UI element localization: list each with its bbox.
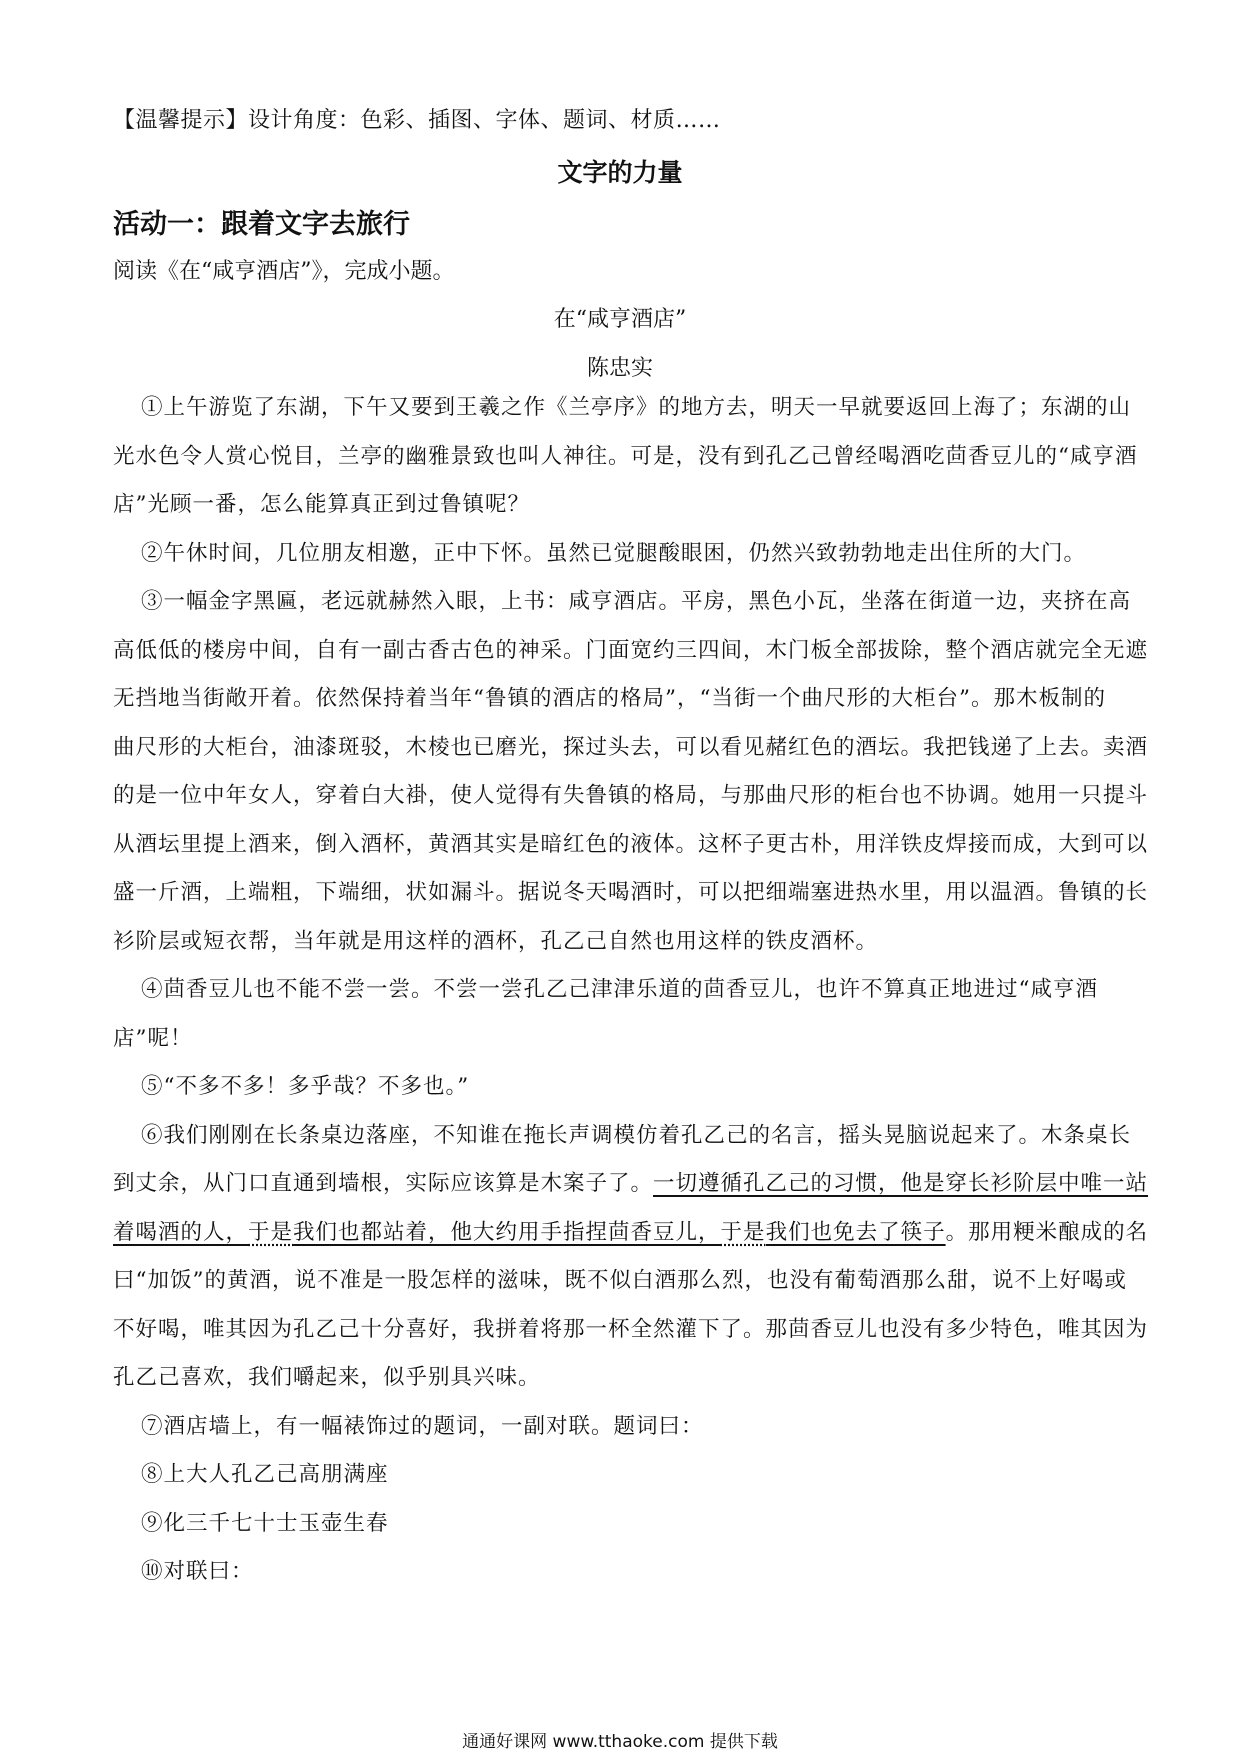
article-line: ⑨化三千七十士玉壶生春 [141, 1510, 389, 1536]
paragraph-6-line-3 [113, 1215, 1148, 1246]
article-line: ①上午游览了东湖，下午又要到王羲之作《兰亭序》的地方去，明天一早就要返回上海了；东湖的山 [141, 395, 1132, 420]
article-line: 从酒坛里提上酒来，倒入酒杯，黄酒其实是暗红色的液体。这杯子更古朴，用洋铁皮焊接而成，大到可以 [113, 831, 1149, 857]
footer-source: 通通好课网 www.tthaoke.com 提供下载 [462, 1732, 778, 1752]
plain-text: 。那用粳米酿成的名 [945, 1219, 1149, 1245]
section-title: 文字的力量 [557, 158, 683, 187]
article-line: ⑤“不多不多！多乎哉？不多也。” [141, 1074, 470, 1099]
activity-title: 活动一：跟着文字去旅行 [113, 209, 410, 240]
plain-text: 到丈余，从门口直通到墙根，实际应该算是木案子了。 [113, 1171, 654, 1196]
design-tip: 【温馨提示】设计角度：色彩、插图、字体、题词、材质…… [113, 108, 721, 133]
article-title: 在“咸亨酒店” [553, 307, 687, 332]
article-line: ⑧上大人孔乙己高朋满座 [141, 1462, 389, 1487]
emphasis-dots-text: 于是 [720, 1219, 766, 1245]
article-line: 店”光顾一番，怎么能算真正到过鲁镇呢？ [113, 492, 530, 517]
article-line: 不好喝，唯其因为孔乙己十分喜好，我拼着将那一杯全然灌下了。那茴香豆儿也没有多少特色，唯其因为 [113, 1316, 1149, 1342]
article-line: ⑩对联曰： [141, 1559, 254, 1584]
underlined-text: 我们也免去了筷子 [765, 1219, 946, 1245]
underlined-text: 我们也都站着，他大约用手指捏茴香豆儿， [293, 1219, 721, 1245]
article-line: 无挡地当街敞开着。依然保持着当年“鲁镇的酒店的格局”，“当街一个曲尺形的大柜台”。那木板制的 [113, 686, 1106, 711]
underlined-text: 一切遵循孔乙己的习惯，他是穿长衫阶层中唯一站 [653, 1171, 1149, 1196]
article-author: 陈忠实 [586, 356, 653, 381]
article-line: 店”呢！ [113, 1025, 193, 1051]
emphasis-dots-text: 于是 [248, 1219, 294, 1245]
article-line: 高低低的楼房中间，自有一副古香古色的神采。门面宽约三四间，木门板全部拔除，整个酒店就完全无遮 [113, 637, 1149, 663]
underlined-text: 着喝酒的人， [113, 1219, 249, 1245]
article-line: 曲尺形的大柜台，油漆斑驳，木棱也已磨光，探过头去，可以看见赭红色的酒坛。我把钱递了上去。卖酒 [113, 734, 1149, 760]
reading-instruction: 阅读《在“咸亨酒店”》，完成小题。 [113, 259, 455, 284]
article-line: 光水色令人赏心悦目，兰亭的幽雅景致也叫人神往。可是，没有到孔乙己曾经喝酒吃茴香豆儿的“咸亨酒 [113, 443, 1138, 469]
article-line: ②午休时间，几位朋友相邀，正中下怀。虽然已觉腿酸眼困，仍然兴致勃勃地走出住所的大门。 [141, 540, 1087, 566]
article-line: ④茴香豆儿也不能不尝一尝。不尝一尝孔乙己津津乐道的茴香豆儿，也许不算真正地进过“咸亨酒 [141, 977, 1098, 1002]
article-line: 孔乙己喜欢，我们嚼起来，似乎别具兴味。 [113, 1365, 541, 1390]
article-line: 盛一斤酒，上端粗，下端细，状如漏斗。据说冬天喝酒时，可以把细端塞进热水里，用以温酒。鲁镇的长 [113, 880, 1149, 905]
article-line: 的是一位中年女人，穿着白大褂，使人觉得有失鲁镇的格局，与那曲尺形的柜台也不协调。她用一只提斗 [113, 783, 1149, 808]
article-line: ③一幅金字黑匾，老远就赫然入眼，上书：咸亨酒店。平房，黑色小瓦，坐落在街道一边，夹挤在高 [141, 589, 1132, 614]
paragraph-6-line-2 [113, 1166, 1148, 1197]
article-line: 曰“加饭”的黄酒，说不准是一股怎样的滋味，既不似白酒那么烈，也没有葡萄酒那么甜，说不上好喝或 [113, 1268, 1127, 1293]
article-line: ⑦酒店墙上，有一幅裱饰过的题词，一副对联。题词曰： [141, 1413, 704, 1439]
article-line: 衫阶层或短衣帮，当年就是用这样的酒杯，孔乙己自然也用这样的铁皮酒杯。 [113, 928, 879, 954]
article-line: ⑥我们刚刚在长条桌边落座，不知谁在拖长声调模仿着孔乙己的名言，摇头晃脑说起来了。木条桌长 [141, 1122, 1132, 1148]
